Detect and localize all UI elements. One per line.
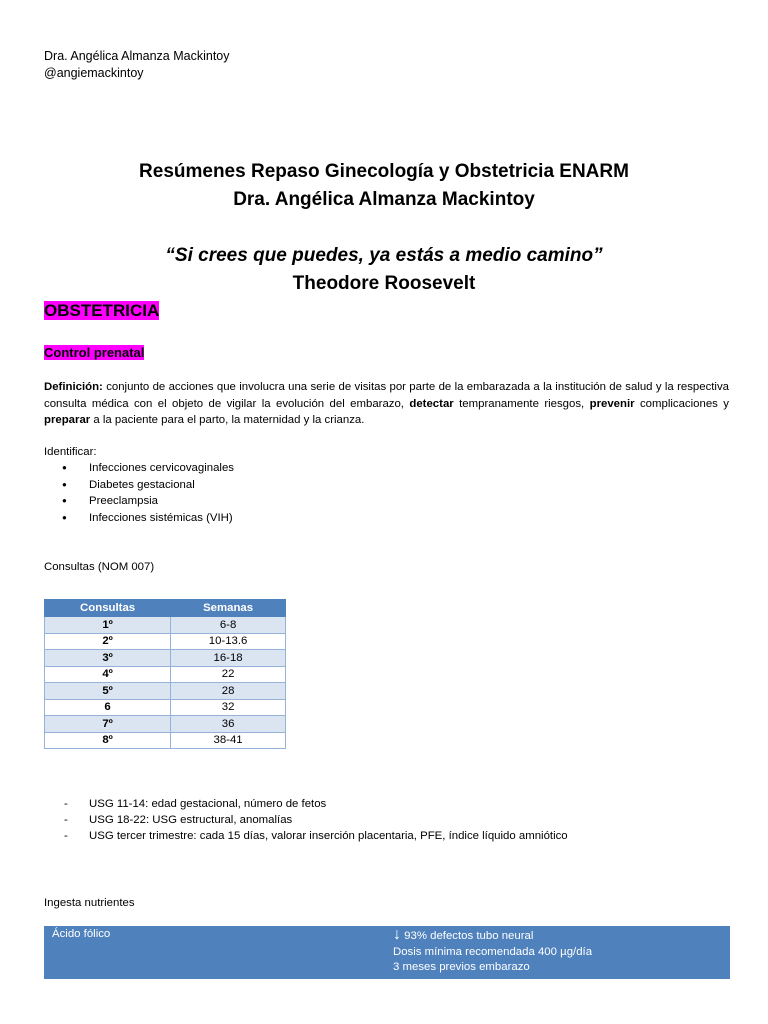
subsection-heading	[44, 344, 144, 362]
table-row	[45, 683, 286, 700]
consultas-label: Consultas (NOM 007)	[44, 561, 155, 573]
definition-text-3: complicaciones y	[634, 397, 729, 410]
column-header-semanas: Semanas	[171, 600, 286, 617]
table-cell: 38-41	[171, 732, 286, 749]
table-cell: 3º	[45, 650, 171, 667]
table-row	[45, 633, 286, 650]
table-cell: 16-18	[171, 650, 286, 667]
table-cell: 5º	[45, 683, 171, 700]
author-block	[44, 48, 230, 82]
table-row	[45, 617, 286, 634]
table-cell: 28	[171, 683, 286, 700]
table-cell: 6-8	[171, 617, 286, 634]
section-heading-text: OBSTETRICIA	[44, 301, 160, 320]
list-item: - USG 18-22: USG estructural, anomalías	[64, 812, 568, 828]
quote-author: Theodore Roosevelt	[292, 273, 476, 294]
section-heading	[44, 300, 159, 322]
quote-text: “Si crees que puedes, ya estás a medio camino”	[165, 245, 603, 266]
nutrient-detail-line: Dosis mínima recomendada 400 µg/día	[393, 945, 593, 958]
definition-paragraph	[44, 379, 729, 429]
table-cell: 22	[171, 666, 286, 683]
consultas-table	[44, 599, 286, 749]
table-row	[45, 650, 286, 667]
list-item: ● Infecciones cervicovaginales	[62, 460, 234, 477]
definition-text-2: tempranamente riesgos,	[453, 397, 590, 410]
definition-label: Definición:	[44, 381, 103, 393]
table-cell: 1º	[45, 617, 171, 634]
table-row	[45, 699, 286, 716]
table-row	[45, 666, 286, 683]
table-cell: 10-13.6	[171, 633, 286, 650]
list-item: - USG tercer trimestre: cada 15 días, valorar inserción placentaria, PFE, índice líquido amniótico	[64, 828, 568, 844]
definition-bold-3: preparar	[44, 414, 91, 426]
definition-text-4: a la paciente para el parto, la maternidad y la crianza.	[90, 414, 365, 426]
table-cell: 7º	[45, 716, 171, 733]
quote-block	[0, 242, 768, 298]
nutrient-details	[393, 927, 592, 976]
nutrient-table-row	[44, 926, 730, 979]
nutrient-detail-text: 93% defectos tubo neural	[404, 930, 534, 942]
list-item: ● Infecciones sistémicas (VIH)	[62, 510, 234, 527]
document-title	[0, 158, 768, 214]
subsection-heading-text: Control prenatal	[44, 345, 145, 360]
list-item: ● Preeclampsia	[62, 493, 234, 510]
down-arrow-icon: ↓	[393, 926, 401, 943]
title-line-2: Dra. Angélica Almanza Mackintoy	[233, 189, 535, 210]
title-line-1: Resúmenes Repaso Ginecología y Obstetricia ENARM	[139, 161, 629, 182]
table-cell: 2º	[45, 633, 171, 650]
table-cell: 32	[171, 699, 286, 716]
nutrient-detail-line: 3 meses previos embarazo	[393, 961, 530, 973]
usg-list	[64, 796, 568, 844]
table-row	[45, 732, 286, 749]
list-item: ● Diabetes gestacional	[62, 477, 234, 494]
table-cell: 4º	[45, 666, 171, 683]
definition-bold-2: prevenir	[589, 397, 635, 410]
author-handle: @angiemackintoy	[44, 66, 144, 80]
table-cell: 36	[171, 716, 286, 733]
list-item: - USG 11-14: edad gestacional, número de fetos	[64, 796, 568, 812]
definition-bold-1: detectar	[409, 397, 454, 410]
identify-label: Identificar:	[44, 446, 97, 458]
nutrient-detail-line	[393, 927, 592, 945]
definition-text-1: conjunto de acciones que involucra una serie de visitas por parte de la embarazada a la institución de salud y la respectiva consulta médica con el objeto de vigilar la evolución del embarazo,	[44, 381, 729, 410]
column-header-consultas: Consultas	[45, 600, 171, 617]
nutrient-name: Ácido fólico	[52, 928, 111, 940]
author-name: Dra. Angélica Almanza Mackintoy	[44, 49, 230, 63]
table-row	[45, 716, 286, 733]
table-header-row	[45, 600, 286, 617]
identify-list	[62, 460, 234, 527]
table-cell: 8º	[45, 732, 171, 749]
table-cell: 6	[45, 699, 171, 716]
nutrients-label: Ingesta nutrientes	[44, 897, 135, 909]
